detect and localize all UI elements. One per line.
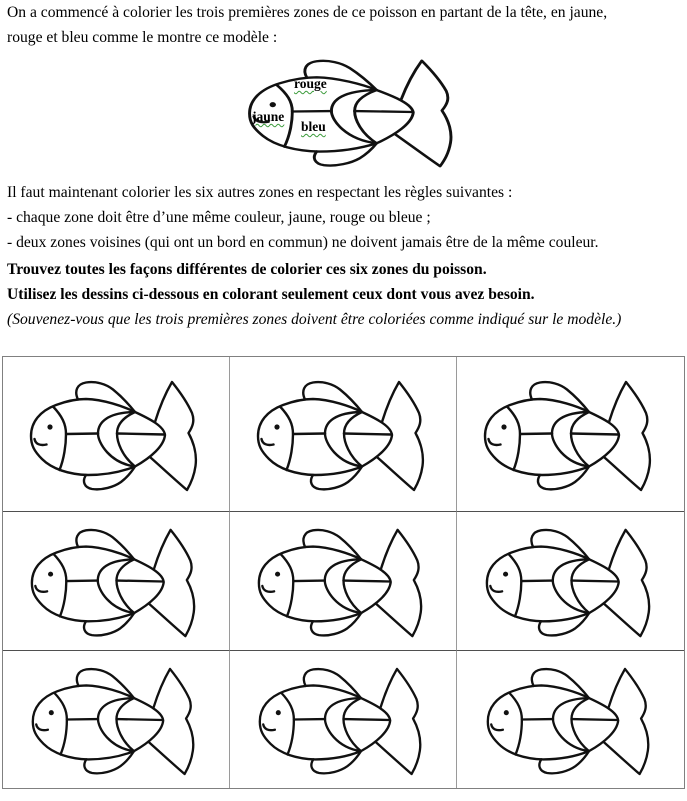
fish-drawing bbox=[481, 658, 661, 782]
fish-drawing bbox=[251, 371, 436, 498]
fish-drawing bbox=[478, 371, 663, 498]
fish-cell-3 bbox=[457, 357, 684, 512]
fish-cell-2 bbox=[230, 357, 457, 512]
fish-cell-5 bbox=[230, 512, 457, 651]
fish-cell-6 bbox=[457, 512, 684, 651]
rule-item-1: - chaque zone doit être d’une même couleur, jaune, rouge ou bleue ; bbox=[7, 209, 431, 226]
fish-cell-9 bbox=[457, 651, 684, 788]
intro-line-2: rouge et bleu comme le montre ce modèle : bbox=[7, 29, 278, 46]
intro-line-1: On a commencé à colorier les trois premières zones de ce poisson en partant de la tête, en jaune, bbox=[7, 4, 608, 21]
task-instruction-1: Trouvez toutes les façons différentes de colorier ces six zones du poisson. bbox=[7, 261, 487, 278]
rules-intro: Il faut maintenant colorier les six autres zones en respectant les règles suivantes : bbox=[7, 184, 513, 201]
color-label-jaune: jaune bbox=[252, 109, 285, 124]
fish-grid bbox=[2, 356, 685, 789]
fish-drawing bbox=[252, 519, 434, 644]
fish-drawing bbox=[480, 519, 662, 644]
model-fish-figure bbox=[241, 50, 467, 174]
fish-cell-7 bbox=[3, 651, 230, 788]
fish-drawing bbox=[253, 658, 433, 782]
reminder-note: (Souvenez-vous que les trois premières zones doivent être coloriées comme indiqué sur le modèle.) bbox=[7, 311, 622, 328]
intro-paragraph bbox=[0, 0, 687, 50]
fish-drawing bbox=[24, 371, 209, 498]
color-label-rouge: rouge bbox=[294, 76, 327, 91]
color-label-bleu: bleu bbox=[301, 119, 326, 134]
task-instruction-2: Utilisez les dessins ci-dessous en colorant seulement ceux dont vous avez besoin. bbox=[7, 286, 535, 303]
fish-drawing bbox=[26, 658, 206, 782]
rule-item-2: - deux zones voisines (qui ont un bord en commun) ne doivent jamais être de la même couleur. bbox=[7, 234, 599, 251]
fish-cell-4 bbox=[3, 512, 230, 651]
fish-cell-8 bbox=[230, 651, 457, 788]
fish-cell-1 bbox=[3, 357, 230, 512]
fish-drawing bbox=[25, 519, 207, 644]
